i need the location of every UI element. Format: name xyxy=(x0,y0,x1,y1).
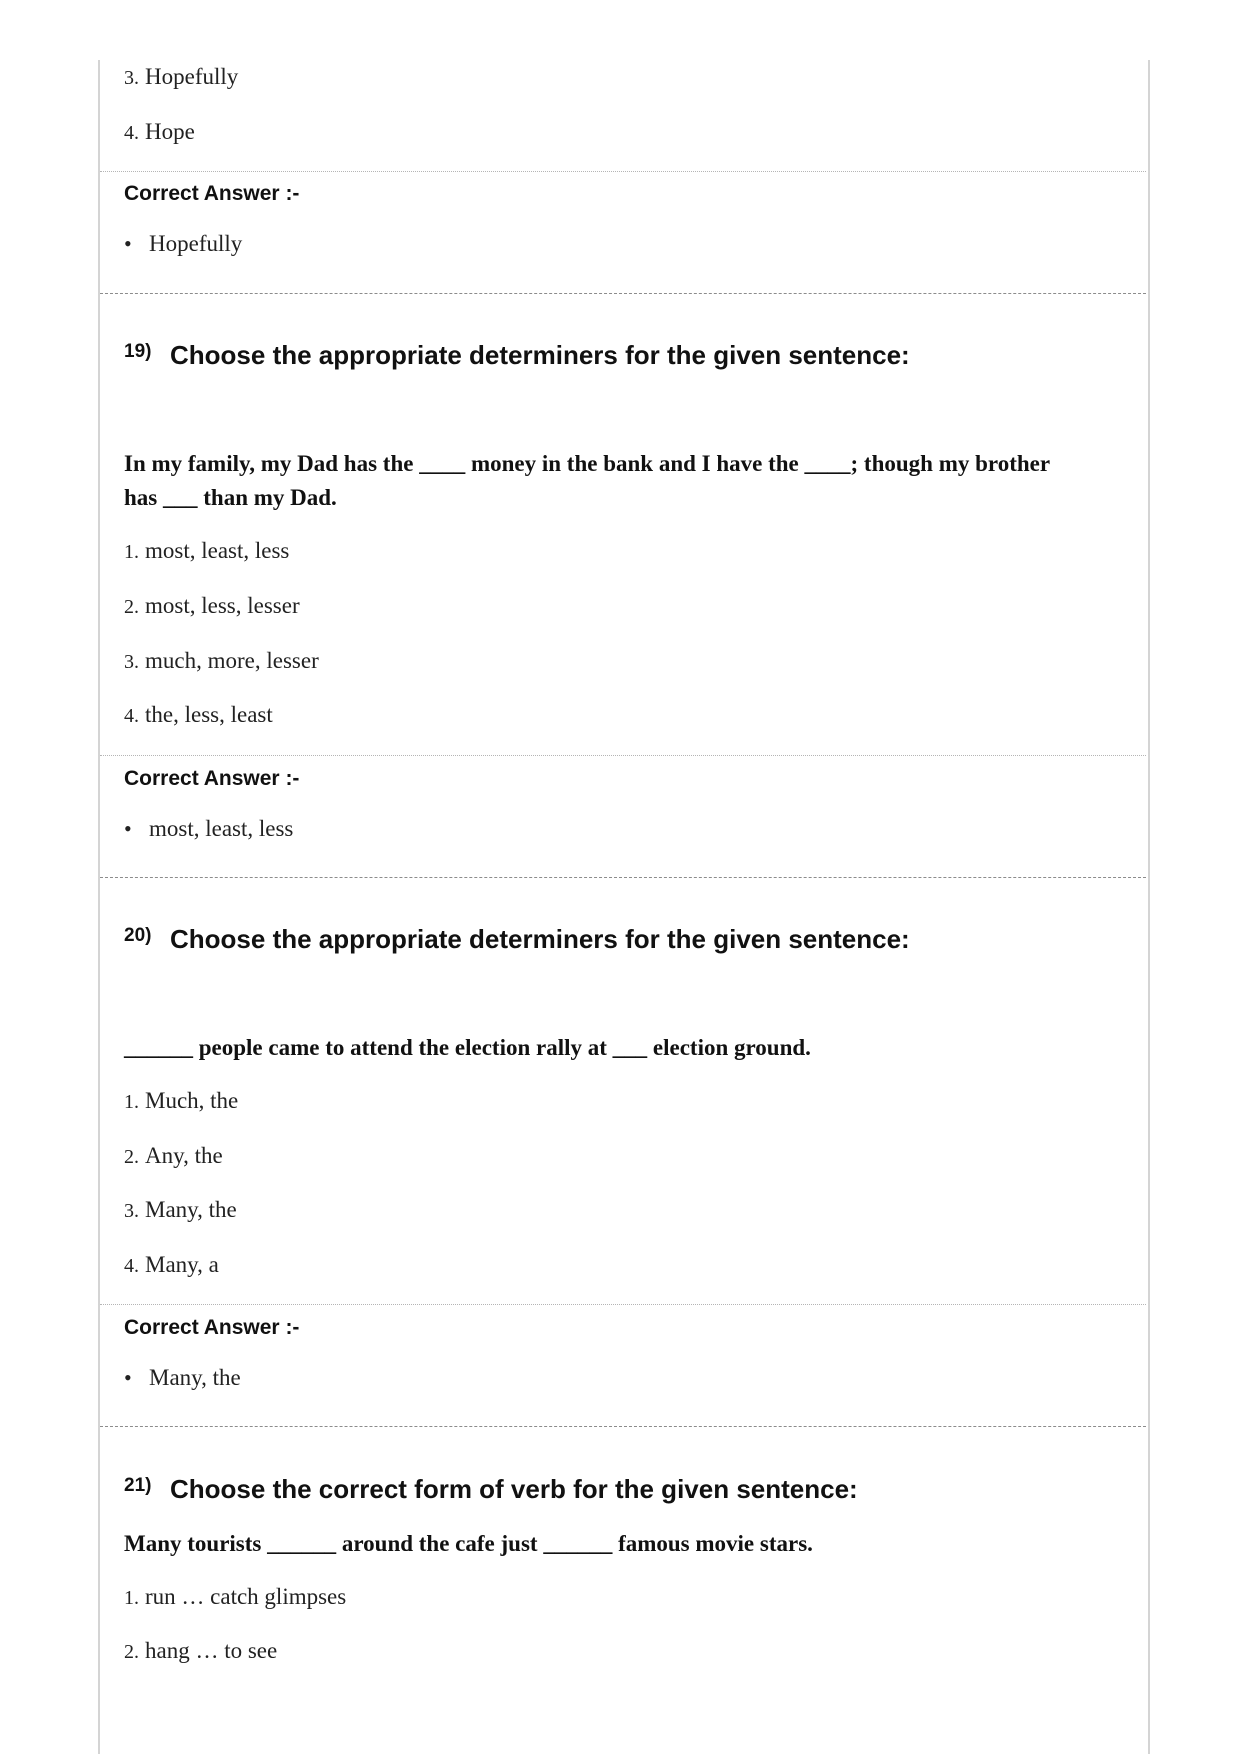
option-text: Hopefully xyxy=(145,64,239,89)
option-item xyxy=(124,1636,277,1667)
correct-answer-heading: Correct Answer :- xyxy=(124,182,300,205)
option-number: 1. xyxy=(124,1587,139,1609)
correct-answer-value xyxy=(124,229,242,259)
option-item xyxy=(124,1582,346,1613)
correct-answer-heading: Correct Answer :- xyxy=(124,1316,300,1339)
option-number: 4. xyxy=(124,705,139,727)
option-number: 1. xyxy=(124,1091,139,1113)
option-text: Much, the xyxy=(145,1088,239,1113)
question-title: Choose the appropriate determiners for the given sentence: xyxy=(170,340,910,370)
option-text: Many, the xyxy=(145,1197,237,1222)
bullet-icon: • xyxy=(124,1365,132,1390)
question-separator xyxy=(100,1426,1146,1427)
question-title: Choose the appropriate determiners for the given sentence: xyxy=(170,924,910,954)
bullet-icon: • xyxy=(124,816,132,841)
option-text: the, less, least xyxy=(145,702,273,727)
option-item xyxy=(124,1086,238,1117)
question-sentence: In my family, my Dad has the ____ money in the bank and I have the ____; though my brother has ___ than my Dad. xyxy=(124,451,1050,510)
answer-divider xyxy=(100,1304,1146,1305)
option-text: Hope xyxy=(145,119,195,144)
question-number: 21) xyxy=(124,1475,152,1496)
question-separator xyxy=(100,877,1146,878)
option-number: 3. xyxy=(124,67,139,89)
option-text: run … catch glimpses xyxy=(145,1584,347,1609)
option-item xyxy=(124,1250,219,1281)
option-item xyxy=(124,700,273,731)
option-item xyxy=(124,117,195,148)
option-number: 1. xyxy=(124,541,139,563)
correct-answer-text: most, least, less xyxy=(149,816,294,841)
question-separator xyxy=(100,293,1146,294)
question-number: 19) xyxy=(124,341,152,362)
option-item xyxy=(124,646,319,677)
answer-divider xyxy=(100,755,1146,756)
option-text: most, less, lesser xyxy=(145,593,300,618)
bullet-icon: • xyxy=(124,231,132,256)
correct-answer-value xyxy=(124,814,293,844)
option-text: Any, the xyxy=(145,1143,223,1168)
option-text: hang … to see xyxy=(145,1638,278,1663)
option-item xyxy=(124,1195,237,1226)
correct-answer-text: Hopefully xyxy=(149,231,243,256)
option-item xyxy=(124,591,300,622)
correct-answer-text: Many, the xyxy=(149,1365,241,1390)
option-number: 3. xyxy=(124,1200,139,1222)
answer-divider xyxy=(100,171,1146,172)
correct-answer-value xyxy=(124,1363,241,1393)
option-text: most, least, less xyxy=(145,538,290,563)
option-number: 2. xyxy=(124,596,139,618)
option-number: 4. xyxy=(124,122,139,144)
option-number: 3. xyxy=(124,651,139,673)
option-item xyxy=(124,536,289,567)
correct-answer-heading: Correct Answer :- xyxy=(124,767,300,790)
question-sentence: ______ people came to attend the election rally at ___ election ground. xyxy=(124,1035,811,1060)
option-number: 2. xyxy=(124,1146,139,1168)
option-number: 4. xyxy=(124,1255,139,1277)
question-sentence: Many tourists ______ around the cafe just ______ famous movie stars. xyxy=(124,1531,813,1556)
option-text: Many, a xyxy=(145,1252,219,1277)
option-item xyxy=(124,1141,223,1172)
question-number: 20) xyxy=(124,925,152,946)
option-text: much, more, lesser xyxy=(145,648,319,673)
question-title: Choose the correct form of verb for the given sentence: xyxy=(170,1474,858,1504)
option-number: 2. xyxy=(124,1641,139,1663)
option-item xyxy=(124,62,238,93)
